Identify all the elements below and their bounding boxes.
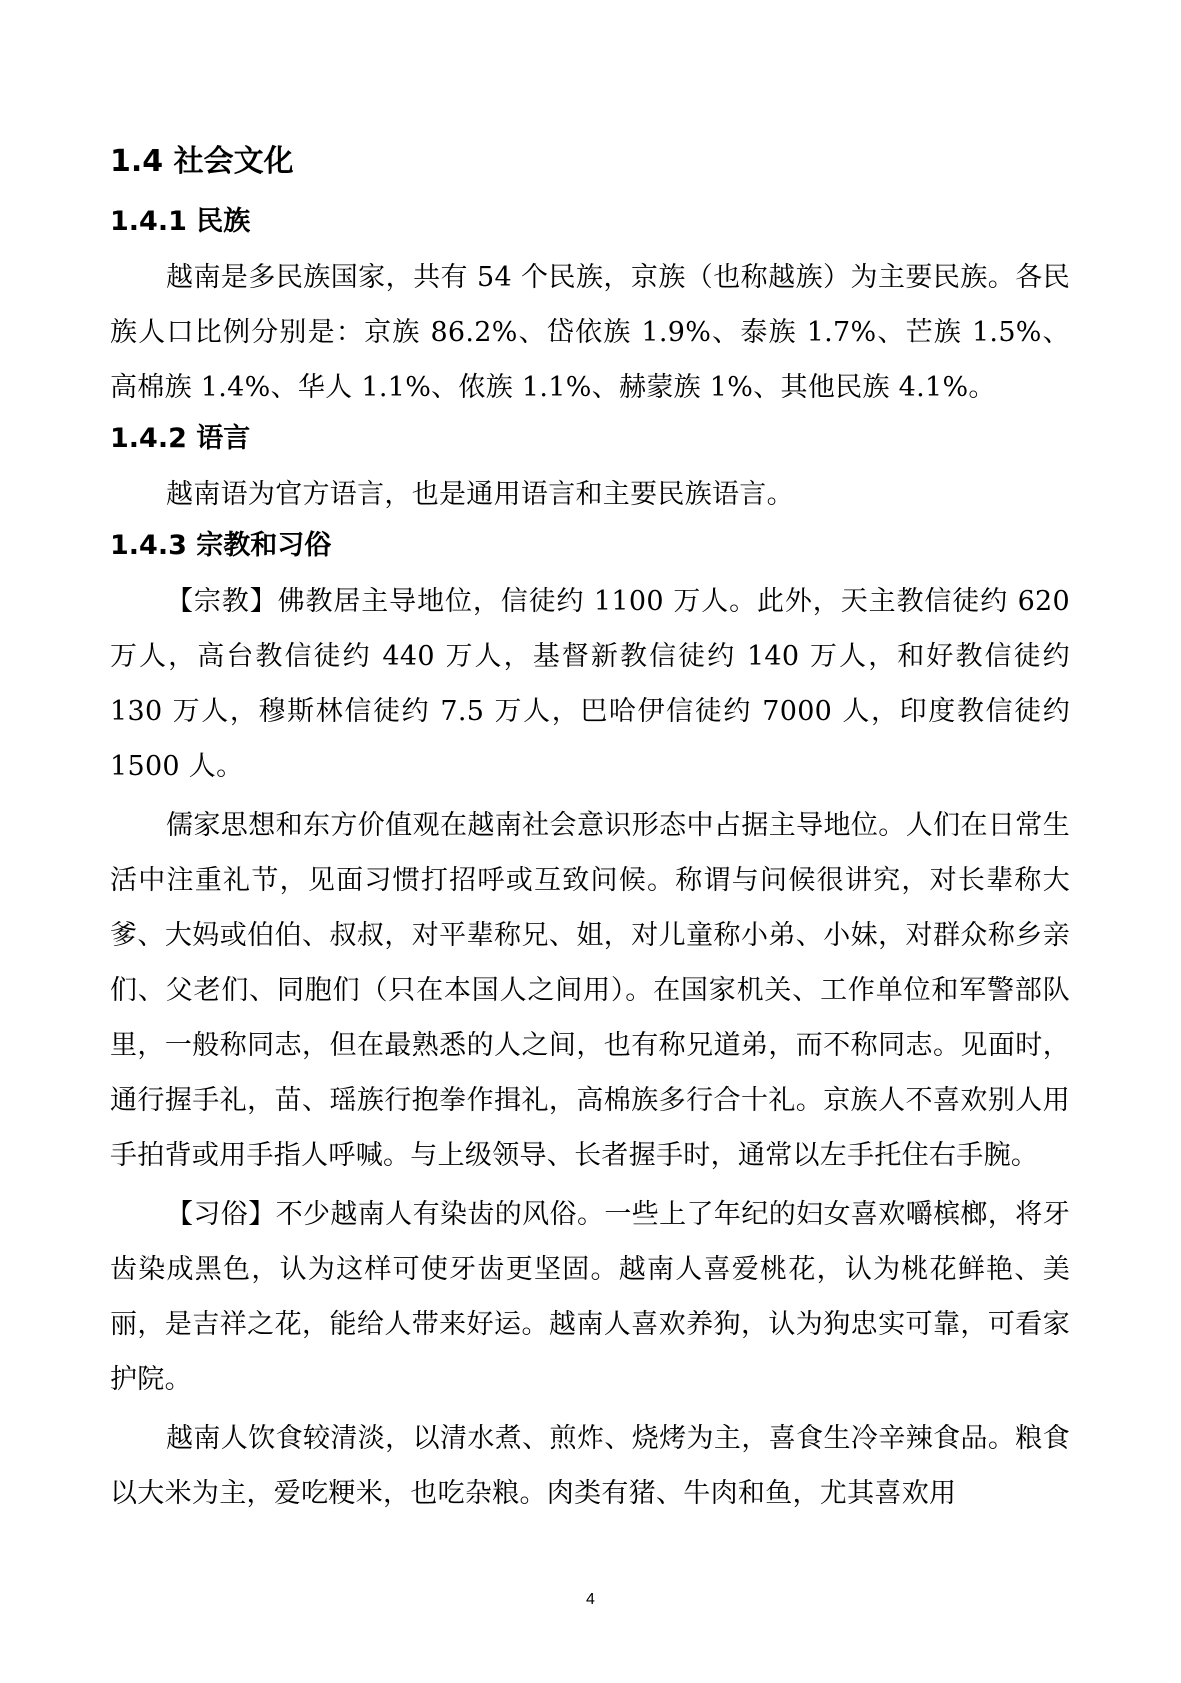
section-title: 1.4 社会文化 <box>110 144 294 179</box>
paragraph-religion: 【宗教】佛教居主导地位，信徒约 1100 万人。此外，天主教信徒约 620 万人，高台教信徒约 440 万人，基督新教信徒约 140 万人，和好教信徒约 130 万人，穆斯林信徒约 7.5 万人，巴哈伊信徒约 7000 人，印度教信徒约 1500 人。 <box>110 586 1070 782</box>
subsection-title-ethnicity: 1.4.1 民族 <box>110 206 251 237</box>
paragraph-customs: 【习俗】不少越南人有染齿的风俗。一些上了年纪的妇女喜欢嚼槟榔，将牙齿染成黑色，认为这样可使牙齿更坚固。越南人喜爱桃花，认为桃花鲜艳、美丽，是吉祥之花，能给人带来好运。越南人喜欢养狗，认为狗忠实可靠，可看家护院。 <box>110 1199 1070 1395</box>
page-number: 4 <box>586 1591 595 1608</box>
paragraph-etiquette: 儒家思想和东方价值观在越南社会意识形态中占据主导地位。人们在日常生活中注重礼节，见面习惯打招呼或互致问候。称谓与问候很讲究，对长辈称大爹、大妈或伯伯、叔叔，对平辈称兄、姐，对儿童称小弟、小妹，对群众称乡亲们、父老们、同胞们（只在本国人之间用）。在国家机关、工作单位和军警部队里，一般称同志，但在最熟悉的人之间，也有称兄道弟，而不称同志。见面时，通行握手礼，苗、瑶族行抱拳作揖礼，高棉族多行合十礼。京族人不喜欢别人用手拍背或用手指人呼喊。与上级领导、长者握手时，通常以左手托住右手腕。 <box>110 810 1070 1171</box>
paragraph-ethnicity: 越南是多民族国家，共有 54 个民族，京族（也称越族）为主要民族。各民族人口比例分别是：京族 86.2%、岱依族 1.9%、泰族 1.7%、芒族 1.5%、高棉族 1.4%、华人 1.1%、侬族 1.1%、赫蒙族 1%、其他民族 4.1%。 <box>110 262 1070 403</box>
paragraph-diet: 越南人饮食较清淡，以清水煮、煎炸、烧烤为主，喜食生冷辛辣食品。粮食以大米为主，爱吃粳米，也吃杂粮。肉类有猪、牛肉和鱼，尤其喜欢用 <box>110 1423 1070 1509</box>
subsection-title-religion-customs: 1.4.3 宗教和习俗 <box>110 530 332 561</box>
subsection-title-language: 1.4.2 语言 <box>110 423 251 454</box>
paragraph-language: 越南语为官方语言，也是通用语言和主要民族语言。 <box>166 479 794 510</box>
page-content <box>110 140 1070 1525</box>
